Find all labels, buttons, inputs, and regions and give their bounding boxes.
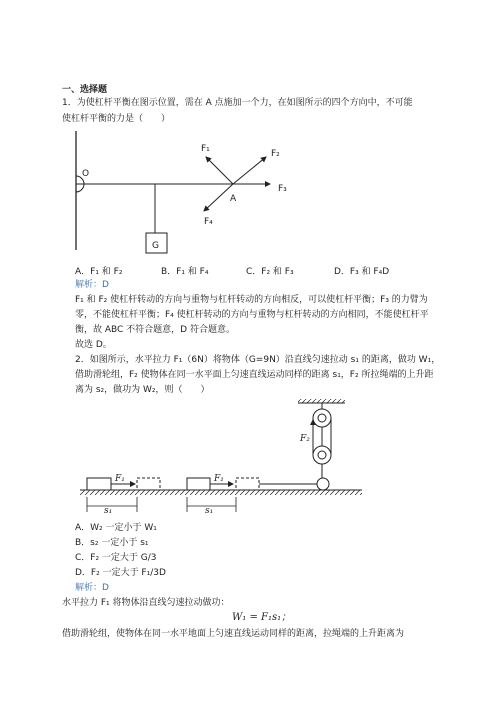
q1-option-b: B．F₁ 和 F₄	[161, 267, 209, 277]
q2-formula: W₁ = F₁s₁；	[232, 612, 292, 623]
label-s1-right: s₁	[205, 506, 214, 516]
label-f2: F₂	[271, 149, 280, 159]
pulley-fixed-outer	[313, 409, 331, 427]
q2-stem-line1: 2．如图所示，水平拉力 F₁（6N）将物体（G=9N）沿直线匀速拉动 s₁ 的距离，做功 W₁，	[75, 355, 441, 365]
label-f2: F₂	[300, 434, 310, 444]
q1-analysis-line1: F₁ 和 F₂ 使杠杆转动的方向与重物与杠杆转动的方向相反，可以使杠杆平衡；F₃ 的力臂为	[75, 295, 428, 305]
q1-stem-line2: 使杠杆平衡的力是（ ）	[62, 114, 171, 124]
q2-analysis-line1: 水平拉力 F₁ 将物体沿直线匀速拉动做功：	[62, 598, 230, 608]
q2-option-b: B．s₂ 一定小于 s₁	[75, 538, 149, 548]
q2-option-d: D．F₂ 一定大于 F₁/3D	[75, 568, 166, 578]
label-o: O	[82, 169, 90, 179]
q1-option-d: D．F₃ 和 F₄D	[334, 267, 390, 277]
q2-analysis-line2: 借助滑轮组，使物体在同一水平地面上匀速直线运动同样的距离，拉绳端的上升距离为	[62, 629, 405, 639]
block-right-solid	[187, 478, 210, 490]
q1-analysis-label: 解析：D	[75, 280, 109, 290]
label-g: G	[152, 241, 159, 251]
q2-option-c: C．F₂ 一定大于 G/3	[75, 553, 157, 563]
pulley-ground	[317, 478, 329, 490]
q1-analysis-line4: 故选 D。	[75, 340, 112, 350]
label-f1-right: F₁	[214, 474, 224, 484]
q1-analysis-line3: 衡，故 ABC 不符合题意，D 符合题意。	[75, 325, 235, 335]
q2-option-a: A．W₂ 一定小于 W₁	[75, 523, 157, 533]
ground-hatch	[80, 490, 362, 495]
label-f1-left: F₁	[115, 474, 125, 484]
label-s1-left: s₁	[104, 506, 113, 516]
label-a: A	[230, 194, 237, 204]
block-left-solid	[87, 478, 111, 490]
ceiling-hatch	[298, 399, 345, 403]
label-f4: F₄	[204, 217, 213, 227]
pulley-movable-outer	[313, 446, 331, 464]
q1-option-a: A．F₁ 和 F₂	[75, 267, 123, 277]
q2-analysis-label: 解析：D	[75, 583, 109, 593]
q2-stem-line3: 离为 s₂，做功为 W₂，则（ ）	[75, 385, 210, 395]
label-f1: F₁	[201, 144, 210, 154]
label-f3: F₃	[278, 184, 287, 194]
section-title: 一、选择题	[62, 85, 108, 95]
q1-stem-line1: 1．为使杠杆平衡在图示位置，需在 A 点施加一个力，在如图所示的四个方向中，不可能	[62, 98, 413, 108]
q2-stem-line2: 借助滑轮组，F₂ 使物体在同一水平面上匀速直线运动同样的距离 s₁，F₂ 所拉绳端的上升距	[75, 370, 434, 380]
q1-analysis-line2: 零，不能使杠杆平衡；F₄ 使杠杆转动的方向与重物与杠杆转动的方向相同，不能使杠杆平	[75, 310, 429, 320]
block-right-dashed	[236, 478, 259, 490]
q1-option-c: C．F₂ 和 F₃	[246, 267, 294, 277]
block-left-dashed	[137, 478, 160, 490]
